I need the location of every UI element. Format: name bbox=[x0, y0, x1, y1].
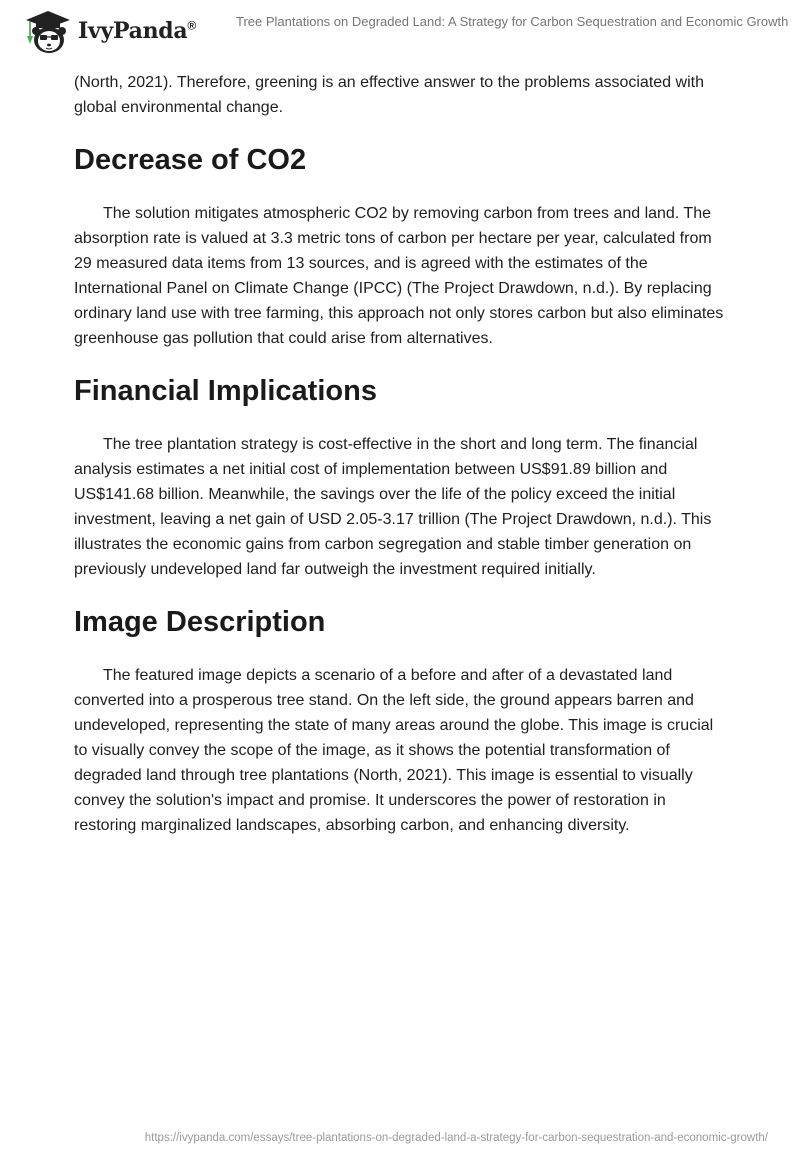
section-paragraph-financial: The tree plantation strategy is cost-effective in the short and long term. The financial analysis estimates a net initial cost of implementation between US$91.89 billion and US$141.68 billion. Meanwhile, the savings over the life of the policy exceed the initial investment, leaving a net gain of USD 2.05-3.17 trillion (The Project Drawdown, n.d.). This illustrates the economic gains from carbon segregation and stable timber generation on previously undeveloped land far outweigh the investment required initially. bbox=[74, 436, 712, 578]
intro-paragraph: (North, 2021). Therefore, greening is an effective answer to the problems associated with global environmental change. bbox=[74, 74, 704, 116]
section-heading-co2: Decrease of CO2 bbox=[74, 144, 307, 176]
section-paragraph-image-description: The featured image depicts a scenario of a before and after of a devastated land converted into a prosperous tree stand. On the left side, the ground appears barren and undeveloped, representing the state of many areas around the globe. This image is crucial to visually convey the scope of the image, as it shows the potential transformation of degraded land through tree plantations (North, 2021). This image is essential to visually convey the solution's impact and promise. It underscores the power of restoration in restoring marginalized landscapes, absorbing carbon, and enhancing diversity. bbox=[74, 667, 714, 834]
section-heading-financial: Financial Implications bbox=[74, 375, 377, 407]
page-header bbox=[0, 0, 800, 60]
section-heading-image-description: Image Description bbox=[74, 606, 326, 638]
brand-name: IvyPanda® bbox=[78, 18, 196, 44]
panda-graduate-icon bbox=[18, 8, 74, 54]
section-paragraph-co2: The solution mitigates atmospheric CO2 by removing carbon from trees and land. The absorption rate is valued at 3.3 metric tons of carbon per hectare per year, calculated from 29 measured data items from 13 sources, and is agreed with the estimates of the International Panel on Climate Change (IPCC) (The Project Drawdown, n.d.). By replacing ordinary land use with tree farming, this approach not only stores carbon but also eliminates greenhouse gas pollution that could arise from alternatives. bbox=[74, 205, 724, 347]
source-url[interactable]: https://ivypanda.com/essays/tree-plantations-on-degraded-land-a-strategy-for-carbon-sequestration-and-economic-growth/ bbox=[144, 1132, 768, 1144]
document-title: Tree Plantations on Degraded Land: A Strategy for Carbon Sequestration and Economic Growth bbox=[236, 14, 789, 29]
ivypanda-logo[interactable] bbox=[18, 8, 196, 54]
essay-content bbox=[74, 70, 724, 838]
